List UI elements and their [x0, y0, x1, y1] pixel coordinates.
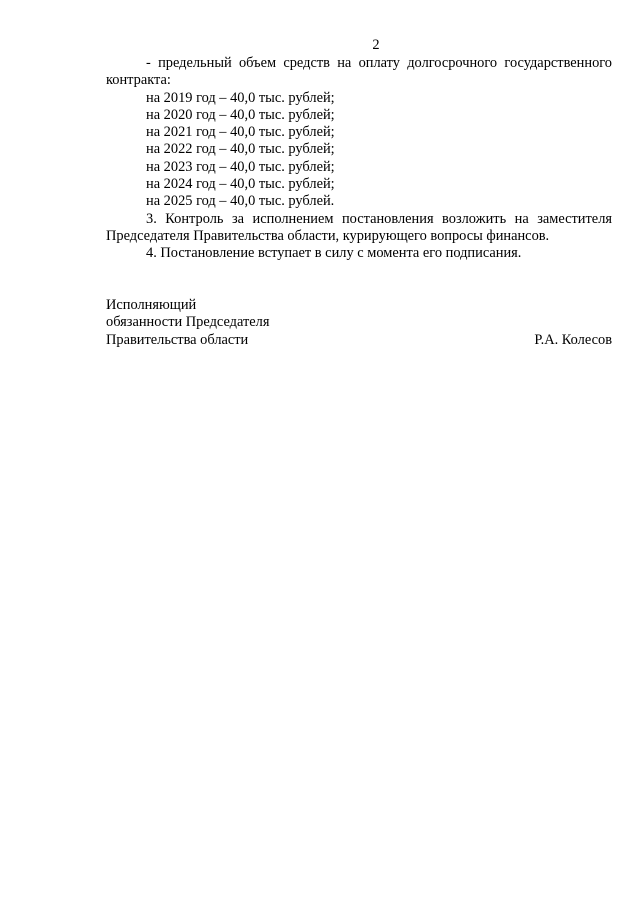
- item-4-paragraph: 4. Постановление вступает в силу с момента его подписания.: [146, 245, 522, 262]
- limit-intro-paragraph: - предельный объем средств на оплату долгосрочного государственного контракта:: [106, 55, 612, 89]
- item-3-paragraph: 3. Контроль за исполнением постановления возложить на заместителя Председателя Правительства области, курирующего вопросы финансов.: [106, 210, 612, 244]
- budget-line-2021: на 2021 год – 40,0 тыс. рублей;: [146, 124, 335, 141]
- budget-line-2023: на 2023 год – 40,0 тыс. рублей;: [146, 158, 335, 175]
- signature-title-line-1: Исполняющий: [106, 297, 197, 313]
- signature-title-line-3: Правительства области: [106, 331, 249, 348]
- signature-block: [106, 297, 612, 349]
- signature-title-line-2: обязанности Председателя: [106, 314, 270, 331]
- budget-line-2024: на 2024 год – 40,0 тыс. рублей;: [146, 176, 335, 193]
- budget-line-2019: на 2019 год – 40,0 тыс. рублей;: [146, 89, 335, 106]
- document-body: [106, 55, 612, 263]
- budget-line-2025: на 2025 год – 40,0 тыс. рублей.: [146, 193, 335, 210]
- signatory-name: Р.А. Колесов: [534, 331, 612, 348]
- page-number: 2: [372, 37, 380, 53]
- signature-final-line: [106, 332, 612, 349]
- budget-line-2020: на 2020 год – 40,0 тыс. рублей;: [146, 106, 335, 123]
- budget-list: [106, 90, 612, 211]
- budget-line-2022: на 2022 год – 40,0 тыс. рублей;: [146, 141, 335, 158]
